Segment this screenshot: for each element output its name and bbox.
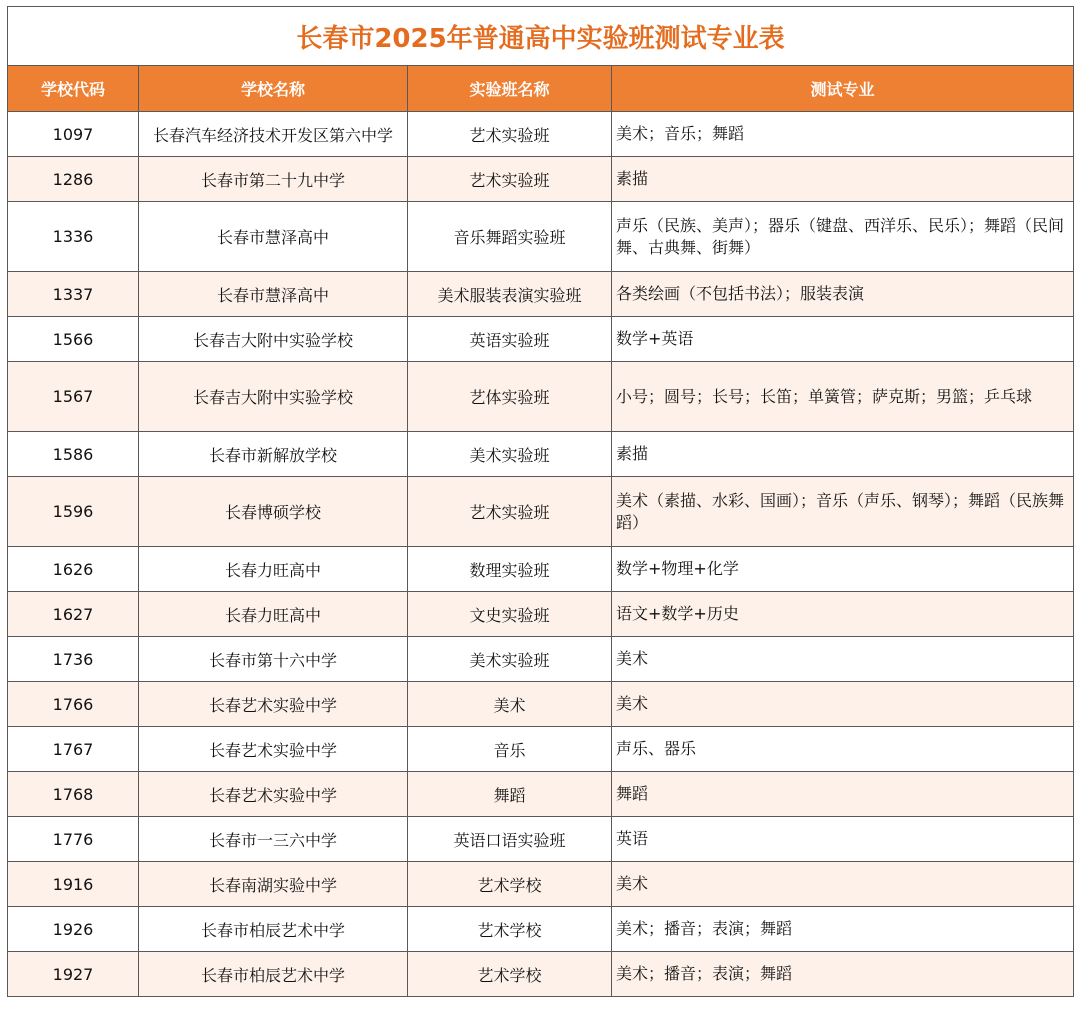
cell-class: 美术实验班: [408, 637, 612, 682]
table-row: [8, 862, 1074, 907]
table-row: [8, 637, 1074, 682]
cell-class: 美术: [408, 682, 612, 727]
cell-school: 长春南湖实验中学: [139, 862, 408, 907]
cell-major: 舞蹈: [612, 772, 1074, 817]
cell-major: 美术；播音；表演；舞蹈: [612, 952, 1074, 997]
major-table: [7, 6, 1074, 997]
page-title: 长春市2025年普通高中实验班测试专业表: [8, 7, 1074, 66]
table-row: [8, 432, 1074, 477]
table-row: [8, 772, 1074, 817]
table-wrapper: [7, 6, 1073, 997]
cell-code: 1768: [8, 772, 139, 817]
cell-school: 长春博硕学校: [139, 477, 408, 547]
cell-code: 1736: [8, 637, 139, 682]
header-class: 实验班名称: [408, 66, 612, 112]
cell-school: 长春市柏辰艺术中学: [139, 952, 408, 997]
cell-school: 长春市慧泽高中: [139, 202, 408, 272]
cell-major: 美术: [612, 637, 1074, 682]
cell-class: 音乐: [408, 727, 612, 772]
header-school: 学校名称: [139, 66, 408, 112]
table-row: [8, 202, 1074, 272]
header-major: 测试专业: [612, 66, 1074, 112]
cell-code: 1927: [8, 952, 139, 997]
table-row: [8, 547, 1074, 592]
table-row: [8, 682, 1074, 727]
cell-class: 艺体实验班: [408, 362, 612, 432]
table-row: [8, 477, 1074, 547]
cell-school: 长春力旺高中: [139, 592, 408, 637]
cell-major: 数学+物理+化学: [612, 547, 1074, 592]
cell-class: 舞蹈: [408, 772, 612, 817]
cell-code: 1336: [8, 202, 139, 272]
cell-major: 语文+数学+历史: [612, 592, 1074, 637]
cell-code: 1766: [8, 682, 139, 727]
cell-class: 艺术实验班: [408, 157, 612, 202]
table-row: [8, 592, 1074, 637]
table-row: [8, 952, 1074, 997]
cell-major: 美术: [612, 682, 1074, 727]
cell-code: 1926: [8, 907, 139, 952]
cell-class: 英语实验班: [408, 317, 612, 362]
cell-major: 数学+英语: [612, 317, 1074, 362]
cell-school: 长春力旺高中: [139, 547, 408, 592]
cell-code: 1776: [8, 817, 139, 862]
cell-code: 1916: [8, 862, 139, 907]
cell-code: 1097: [8, 112, 139, 157]
cell-school: 长春市一三六中学: [139, 817, 408, 862]
cell-major: 英语: [612, 817, 1074, 862]
cell-school: 长春市新解放学校: [139, 432, 408, 477]
table-row: [8, 817, 1074, 862]
cell-major: 素描: [612, 432, 1074, 477]
cell-major: 素描: [612, 157, 1074, 202]
table-row: [8, 907, 1074, 952]
cell-class: 艺术学校: [408, 907, 612, 952]
cell-school: 长春汽车经济技术开发区第六中学: [139, 112, 408, 157]
cell-school: 长春吉大附中实验学校: [139, 362, 408, 432]
cell-code: 1566: [8, 317, 139, 362]
table-row: [8, 362, 1074, 432]
cell-major: 美术；音乐；舞蹈: [612, 112, 1074, 157]
cell-code: 1626: [8, 547, 139, 592]
cell-school: 长春市第二十九中学: [139, 157, 408, 202]
cell-class: 文史实验班: [408, 592, 612, 637]
table-row: [8, 112, 1074, 157]
cell-major: 各类绘画（不包括书法）；服装表演: [612, 272, 1074, 317]
cell-code: 1596: [8, 477, 139, 547]
cell-major: 美术: [612, 862, 1074, 907]
cell-class: 艺术实验班: [408, 112, 612, 157]
cell-school: 长春艺术实验中学: [139, 727, 408, 772]
cell-class: 美术实验班: [408, 432, 612, 477]
table-row: [8, 157, 1074, 202]
cell-code: 1286: [8, 157, 139, 202]
cell-school: 长春艺术实验中学: [139, 772, 408, 817]
cell-class: 数理实验班: [408, 547, 612, 592]
cell-code: 1567: [8, 362, 139, 432]
cell-school: 长春艺术实验中学: [139, 682, 408, 727]
table-row: [8, 272, 1074, 317]
cell-class: 艺术实验班: [408, 477, 612, 547]
cell-school: 长春市柏辰艺术中学: [139, 907, 408, 952]
cell-major: 小号；圆号；长号；长笛；单簧管；萨克斯；男篮；乒乓球: [612, 362, 1074, 432]
header-row: [8, 66, 1074, 112]
cell-class: 艺术学校: [408, 862, 612, 907]
table-row: [8, 317, 1074, 362]
cell-class: 美术服装表演实验班: [408, 272, 612, 317]
cell-code: 1337: [8, 272, 139, 317]
cell-major: 美术；播音；表演；舞蹈: [612, 907, 1074, 952]
cell-code: 1586: [8, 432, 139, 477]
cell-code: 1767: [8, 727, 139, 772]
header-code: 学校代码: [8, 66, 139, 112]
cell-class: 音乐舞蹈实验班: [408, 202, 612, 272]
cell-major: 声乐、器乐: [612, 727, 1074, 772]
table-row: [8, 727, 1074, 772]
cell-school: 长春吉大附中实验学校: [139, 317, 408, 362]
cell-class: 艺术学校: [408, 952, 612, 997]
cell-school: 长春市第十六中学: [139, 637, 408, 682]
cell-class: 英语口语实验班: [408, 817, 612, 862]
cell-major: 美术（素描、水彩、国画）；音乐（声乐、钢琴）；舞蹈（民族舞蹈）: [612, 477, 1074, 547]
cell-major: 声乐（民族、美声）；器乐（键盘、西洋乐、民乐）；舞蹈（民间舞、古典舞、街舞）: [612, 202, 1074, 272]
cell-code: 1627: [8, 592, 139, 637]
cell-school: 长春市慧泽高中: [139, 272, 408, 317]
